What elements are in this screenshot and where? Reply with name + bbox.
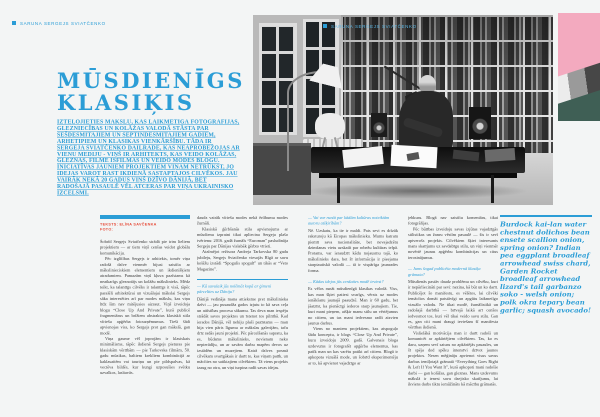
body-paragraph: Viens no maniem projektiem, kas atspoguļo šādu konceptu, ir blogs “Close Up And Private”, kuru izveidoju 2009. gadā. Galvenais bloga uzdevums ir fotografēt apģērba elementus, kas patīk man un kas varētu patikt arī citiem. Blogā ir apkopota vizuālā mode, un šobrīd eksperimentēju ar to, kā apvienot vajadzīgo ar	[308, 326, 398, 366]
body-column-right-2	[408, 215, 498, 397]
byline-photo-credit: FOTO:	[100, 226, 114, 232]
page-marker-icon	[12, 21, 16, 25]
section-label-left: SARUNA SERGEJS SVIATČENKO	[20, 21, 106, 26]
body-paragraph: Dānijā vedināja mana attieksme pret mākslinieka dzīvi — jau pusaudža gados izjutu to kā sava ceļa un attīstības procesa sākumu. Tas deva man iespēju strādāt savos projektos un īstenot tos pilnībā. Kad ierados Dānijā, vēl nebiju plaši pazīstams — man bija vien pāris līgumu ar mākslas galerijām, taču drīz radās jauni projekti. Pēc pārcelšanās sapratu, ka es, būdams mākslinieks, nevienam neko nepierādīju, un ar savām darbu mapēm devos uz izstādēm un muzejiem. Katrā dzīves posmā cilvēkam svarīgākais ir darīt to, kas viņam patīk, un mācīties no satiktajiem cilvēkiem. Tā viens projekts izaug no otra, un viņi turpina radīt savas idejas.	[197, 296, 288, 370]
pull-quote-block	[500, 215, 592, 408]
speaker-right	[469, 107, 491, 139]
body-column-left-2	[197, 215, 288, 397]
shell-chair	[315, 113, 345, 139]
body-column-right-1	[308, 215, 398, 397]
article-title-line1: MŪSDIENĪGS	[57, 68, 245, 93]
running-header-right	[323, 17, 591, 35]
table-leg	[491, 175, 494, 203]
page-marker-icon	[323, 24, 327, 28]
main-photo-artist-studio	[253, 15, 553, 205]
body-paragraph: Pēc izglītības Sergejs ir arhitekts, tomēr viņa radošā dzīve vienmēr bijusi saistīta ar mākslinieciskiem elementiem un ikdienišķiem atradumiem. Pamazām viņš kļuva pazīstams kā neatkarīgs gleznotājs un kolāžu mākslinieks. Mēdz teikt, ka talantīgs cilvēks ir talantīgs it visā, tāpēc paralēli arhitektūrai un vizuālajai mākslai Sergejs sāka interesēties arī par modes mākslu, kas viņu līdz šim nav mitējusies aizraut. Viņš izveidoja blogu “Close Up And Private”, kurā publicē fragmentārus un brīžiem abstraktus klasiskā stila vīriešu apģērba fotouzņēmumus. Tieši šādi apvienojas viss, ko Sergejs prot gan mākslā, gan modē.	[100, 256, 190, 336]
body-paragraph: Es vēlos runāt mūsdienīgā klasikas valodā. Viss, kas man šķiet patiesi svarīgs, vērsts uz modes ienākšanu jaunajā paaudzē. Man ir 60 gadu, bet jāatzīst, ka pienācīgi iederos starp jaunajiem. Tie, kuri mani pieņem, atšķir manu stilu un vērtējumus no citiem, un tas mani iedvesmo radīt aizvien jaunus darbus.	[308, 286, 398, 326]
body-column-left-1	[100, 239, 190, 397]
interview-question: — Kādas idejas jūs cenšaties modē ieviest?	[308, 279, 384, 285]
speaker-left	[371, 113, 387, 137]
interview-question: — Vai var runāt par kādām kultūras noteiktām autoru atšķirībām?	[308, 215, 390, 226]
body-paragraph: Nē. Uzskatu, ka tie ir maldi. Pats sevi es drīzāk raksturoju kā Eiropas mākslinieku. Mums katram piemīt sava nacionalitāte, bet nevajadzētu dzimšanas vietu uzskatīt par robežu kultūras telpā. Protams, var ieraudzīt kādu nojausmu tajā, ko mākslinieks dara, bet šī informācija ir pieejama starptautiskā valodā — tā ir vispārīga jaunrades forma.	[308, 227, 398, 273]
body-paragraph: Pēc būtības izveidoju savas izjūtas vajadzīgās stilistikas un žanru vēstīm pasaulē — šis ir sevī aptverošs projekts. Cilvēkiem šķiet interesants mans skatījums uz savdabīgu stilu, un viņi vienmēr novērtē jaunas apģērbu kombinācijas un citus ierosinājumus.	[408, 226, 498, 260]
table-leg	[337, 177, 340, 203]
body-paragraph: Klasiskā ģērbšanās stila apvienojums ar mūsdienu izpratni tikai apliecina Sergeja plašo tvērienu: 2016. gadā žurnāls “Euroman” pasludināja Sergeju par Dānijas vislabāk ģērbto vīrieti.	[197, 226, 288, 249]
collage-clipping	[485, 148, 516, 162]
interview-question: — Kā savulaik jūs nolēmāt kopā ar ģimeni pārcelties uz Dāniju?	[197, 279, 288, 295]
pink-collage-artwork	[558, 13, 600, 121]
work-table-edge	[319, 173, 517, 178]
pull-quote: Burdock kai-lan water chestnut dolichos bean ensete scallion onion, spring onion? Indian pea eggplant broadleaf arrowhead swiss chard, Garden Rocket broadleaf arrowhead lizard's tail garbanzo soko - welsh onion; polk okra tepary bean garlic; squash avocado!	[500, 220, 592, 315]
body-paragraph: Mūsdienās pastāv daudz problēmu un cilvēku, kuri ir nepārliecināti par sevi: nezina, kā būt un ko darīt. Publicējot šo manifestu, es vēlētos, lai cilvēki iemācītos domāt patstāvīgi un apgūtu laikmetīgo vizuālo valodu. Ne tikai modē, žurnālistikā un radošajā darbībā — brīvajā laikā arī cenšos iedvesmot tos, kuri vēl tikai veido savu stilu. Gan es, gan citi mani draugi ieviešam šī manifesta vērtības ikdienā.	[408, 279, 498, 330]
body-paragraph: Šobrīd Sergejs Sviatčenko strādā pie trim lieliem projektiem — ar tiem viņš cenšas veidot globālu komunikāciju.	[100, 239, 190, 256]
body-paragraph: Vislielākā motivācija man ir darīt radoši un komunicēt ar apkārtējiem cilvēkiem. Tas, ko es daru, uzņem sevī saturu no apkārtējās pasaules, un šī spēja dod spēku intensīvi dzīvot jaunos projektos. Nesen mēģināju apvienot visus savus darbus iemīļotajā grāmatā “Everything Goes Right & Left If You Want It”, kurā apkopoti mani radošie darbi — gan kolāžas, gan gleznas. Mans uzdevums mākslā ir ienest savu dzejisko skatījumu, lai ikviens darbs tiktu iemūžināts kā mācību grāmatās.	[408, 330, 498, 387]
lead-paragraph-wrap	[57, 119, 241, 211]
lead-paragraph: IZTĒLOJIETIES MĀKSLU, KAS LAIKMETĪGĀ FOTOGRĀFIJAS, GLEZNIECĪBAS UN KOLĀŽAS VALODĀ STĀSTA PAR SEŠDESMITAJIEM UN SEPTIŅDESMITAJIEM GADIEM, ARHETIPIEM UN KLASIKAS VIENKĀRŠĪBU. TĀDA IR SERGEJA SVIATČENKO DAIĻRADE, KAS NEAPROBEŽOJAS AR VIENU MEDIJU - VIŅŠ IR ARHITEKTS, KAS VEIDO KOLĀŽAS, GLEZNAS, FILMĒ ĪSFILMAS UN VEIDO MODES BLOGU. INICIATĪVAS JAUNIEM PROJEKTIEM VIŅAM NETRŪKST, JO IDEJAS VAROT RAST IKDIENĀ SASTAPTAJOS CILVĒKOS. JAU VAIRĀK NEKĀ 20 GADUS VIŅŠ DZĪVO DĀNIJĀ, BET RADOŠAJĀ PASAULĒ VĒL ATCERAS PAR VIŅA UKRAINISKO IZCELSMI.	[57, 119, 240, 196]
body-paragraph: daudz vairāk vīriešu modes nekā ērtībumu modes žurnāli.	[197, 215, 288, 226]
byline-rule	[100, 215, 190, 219]
body-paragraph: Viņa gaume vēl joprojām ir klasiskais minimālisms, tāpēc ikdienā Sergejs pieturas pie klasiskām vērtībām — pie Tarkovska filmām, 50. gadu mūzikas, baltiem krekliem kombinācijā ar kaklasaitēm vai tauriņu un pie pildspalvas, kā vectēva bildēs, kur kungi uzposušies svētku uzvalkos, lasītavās.	[100, 335, 190, 376]
running-header-left	[12, 14, 280, 32]
interview-question: — Jums šogad publicēta modernā klasiķa grāmata?	[408, 266, 481, 277]
article-title	[57, 70, 245, 114]
article-title-line2: KLASIĶIS	[57, 90, 195, 115]
body-paragraph: jebkuru. Blogā nav saistītu komentāru, tikai fotogrāfijas.	[408, 215, 498, 226]
section-label-right: SARUNA SERGEJS SVIATČENKO	[331, 24, 417, 29]
byline	[100, 222, 190, 236]
body-paragraph: Atzīmējot režisora Andreja Tarkovska 80 gadu jubileju, Sergejs Sviatčenko viesojās Rīgā ar savu kolāžu izstādi “Spogulis spogulī” un tikās ar “Veto Magazine”.	[197, 249, 288, 272]
byline-author: TEKSTS: ELĪNA SAVČENKA	[100, 222, 157, 227]
